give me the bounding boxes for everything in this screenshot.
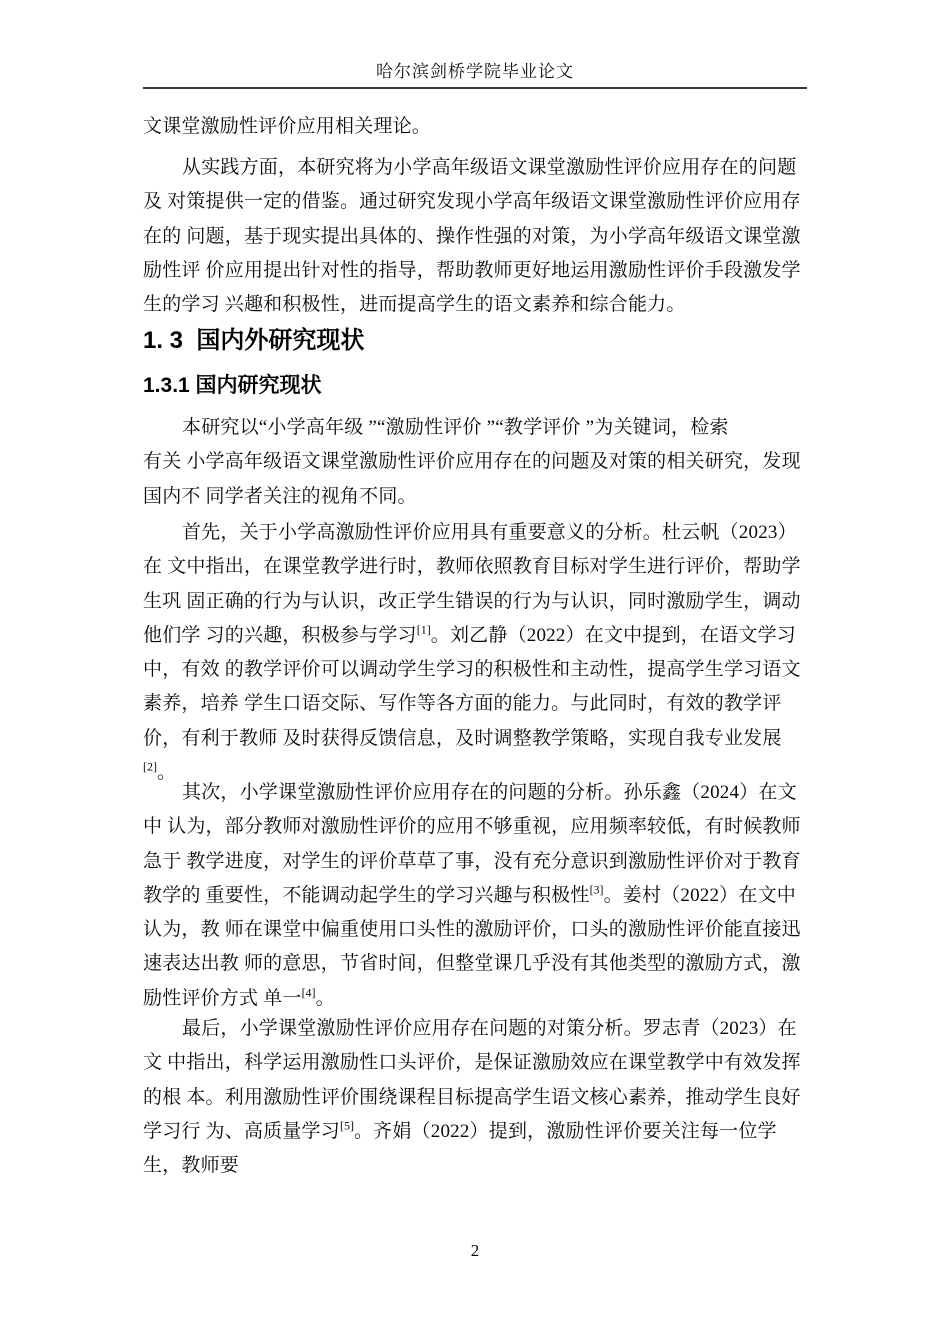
running-header xyxy=(143,60,807,89)
citation-superscript: [2] xyxy=(143,759,157,774)
text-line: 认为，教 师在课堂中偏重使用口头性的激励评价，口头的激励性评价能直接迅 xyxy=(143,919,801,941)
page-footer xyxy=(143,1241,807,1261)
text-line: 在 文中指出，在课堂教学进行时，教师依照教育目标对学生进行评价，帮助学 xyxy=(143,556,801,578)
text-line: 他们学 习的兴趣，积极参与学习[1]。刘乙静（2022）在文中提到，在语文学习 xyxy=(143,622,796,646)
citation-superscript: [5] xyxy=(339,1118,354,1133)
text-line: 在的 问题，基于现实提出具体的、操作性强的对策，为小学高年级语文课堂激 xyxy=(143,225,801,247)
citation-superscript: [3] xyxy=(589,882,604,897)
paragraph-problems-analysis xyxy=(143,776,813,1016)
text-line: 本研究以“小学高年级 ”“激励性评价 ”“教学评价 ”为关键词，检索 xyxy=(182,417,729,438)
text-line: 文 中指出，科学运用激励性口头评价，是保证激励效应在课堂教学中有效发挥 xyxy=(143,1052,801,1074)
text-line: 励性评价方式 单一[4]。 xyxy=(143,985,335,1009)
text-line: 励性评 价应用提出针对性的指导，帮助教师更好地运用激励性评价手段激发学 xyxy=(143,259,801,281)
text-line: 其次，小学课堂激励性评价应用存在的问题的分析。孙乐鑫（2024）在文 xyxy=(182,782,797,803)
text-line: [2]。 xyxy=(143,759,177,784)
paragraph-significance-analysis xyxy=(143,516,813,790)
text-line: 中 认为，部分教师对激励性评价的应用不够重视，应用频率较低，有时候教师 xyxy=(143,816,801,838)
section-heading-1-3: 1. 3 国内外研究现状 xyxy=(143,327,365,354)
text-line: 国内不 同学者关注的视角不同。 xyxy=(143,485,417,507)
paragraph-keywords-search xyxy=(143,411,813,514)
paragraph-practical-significance xyxy=(143,151,813,322)
text-line: 速表达出教 师的意思，节省时间，但整堂课几乎没有其他类型的激励方式，激 xyxy=(143,953,801,975)
text-line: 教学的 重要性，不能调动起学生的学习兴趣与积极性[3]。姜村（2022）在文中 xyxy=(143,882,796,906)
citation-superscript: [4] xyxy=(301,985,316,1000)
text-line: 生的学习 兴趣和积极性，进而提高学生的语文素养和综合能力。 xyxy=(143,294,686,316)
paragraph-strategies-analysis xyxy=(143,1012,813,1183)
text-line: 生巩 固正确的行为与认识，改正学生错误的行为与认识，同时激励学生，调动 xyxy=(143,590,801,612)
text-line: 中，有效 的教学评价可以调动学生学习的积极性和主动性，提高学生学习语文 xyxy=(143,659,801,681)
text-line: 急于 教学进度，对学生的评价草草了事，没有充分意识到激励性评价对于教育 xyxy=(143,850,801,872)
text-line: 素养，培养 学生口语交际、写作等各方面的能力。与此同时，有效的教学评 xyxy=(143,693,782,715)
text-line: 的根 本。利用激励性评价围绕课程目标提高学生语文核心素养，推动学生良好 xyxy=(143,1086,801,1108)
text-line: 文课堂激励性评价应用相关理论。 xyxy=(143,116,432,137)
citation-superscript: [1] xyxy=(416,622,431,637)
text-line: 最后，小学课堂激励性评价应用存在问题的对策分析。罗志青（2023）在 xyxy=(182,1018,797,1039)
header-rule xyxy=(143,87,807,89)
text-line: 从实践方面，本研究将为小学高年级语文课堂激励性评价应用存在的问题 xyxy=(182,157,797,178)
subsection-heading-1-3-1: 1.3.1 国内研究现状 xyxy=(143,374,322,397)
page-number: 2 xyxy=(470,1241,480,1260)
text-line: 有关 小学高年级语文课堂激励性评价应用存在的问题及对策的相关研究，发现 xyxy=(143,451,801,473)
text-line: 生，教师要 xyxy=(143,1155,240,1177)
header-title: 哈尔滨剑桥学院毕业论文 xyxy=(376,62,574,81)
text-line: 学习行 为、高质量学习[5]。齐娟（2022）提到，激励性评价要关注每一位学 xyxy=(143,1118,777,1142)
text-line: 及 对策提供一定的借鉴。通过研究发现小学高年级语文课堂激励性评价应用存 xyxy=(143,191,801,213)
text-line: 首先，关于小学高激励性评价应用具有重要意义的分析。杜云帆（2023） xyxy=(182,522,797,543)
text-line: 价，有利于教师 及时获得反馈信息，及时调整教学策略，实现自我专业发展 xyxy=(143,727,782,749)
paragraph-continuation xyxy=(143,110,813,144)
